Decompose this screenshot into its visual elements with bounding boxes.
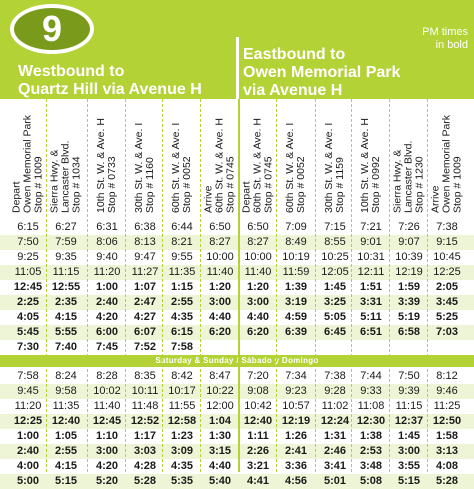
time-cell: 11:40 — [93, 400, 121, 412]
column-separator — [162, 99, 163, 472]
time-cell: 10:57 — [282, 400, 310, 412]
column-header-7: Depart 60th St. W. & Ave. H Stop # 0745 — [240, 118, 275, 213]
time-cell: 7:52 — [133, 341, 157, 353]
table-row — [0, 295, 474, 310]
column-header-2: Sierra Hwy. & Lancaster Blvd. Stop # 1034 — [48, 140, 83, 213]
time-cell: 9:45 — [17, 385, 39, 397]
time-cell: 6:27 — [55, 221, 77, 233]
time-cell: 3:41 — [323, 460, 347, 472]
time-cell: 8:27 — [247, 236, 269, 248]
time-cell — [278, 340, 314, 355]
column-header-6: Arrive 60th St. W. & Ave. H Stop # 0745 — [202, 118, 237, 213]
time-cell: 4:05 — [16, 311, 40, 323]
time-cell: 12:19 — [281, 415, 311, 427]
time-cell: 8:28 — [96, 370, 118, 382]
time-cell: 8:12 — [436, 370, 458, 382]
column-separator — [389, 99, 390, 472]
time-cell: 10:17 — [168, 385, 196, 397]
table-row — [0, 325, 474, 340]
time-cell: 12:30 — [356, 415, 386, 427]
column-separator — [200, 99, 201, 472]
time-cell: 1:59 — [397, 281, 421, 293]
time-cell: 4:40 — [208, 460, 232, 472]
time-cell: 4:40 — [246, 311, 270, 323]
time-cell: 6:44 — [171, 221, 193, 233]
time-cell: 1:20 — [246, 281, 270, 293]
time-cell: 3:36 — [284, 460, 308, 472]
time-cell: 5:08 — [359, 475, 383, 487]
time-cell — [391, 340, 427, 355]
time-cell: 2:40 — [95, 296, 119, 308]
time-cell: 7:59 — [55, 236, 77, 248]
time-cell — [240, 340, 276, 355]
time-cell: 1:17 — [133, 430, 157, 442]
time-cell: 7:38 — [324, 370, 346, 382]
column-separator — [276, 99, 277, 472]
column-header-5: 60th St. W. & Ave. I Stop # 0052 — [170, 122, 193, 213]
time-cell: 2:53 — [359, 445, 383, 457]
table-row — [0, 429, 474, 444]
time-cell: 1:45 — [397, 430, 421, 442]
time-cell: 9:15 — [436, 236, 458, 248]
time-cell: 9:01 — [360, 236, 382, 248]
time-cell: 7:38 — [436, 221, 458, 233]
time-cell: 7:03 — [435, 326, 459, 338]
time-cell: 2:55 — [170, 296, 194, 308]
time-cell: 1:05 — [54, 430, 78, 442]
time-cell: 10:00 — [244, 251, 272, 263]
time-cell: 11:40 — [244, 266, 272, 278]
time-cell: 9:28 — [324, 385, 346, 397]
time-cell: 12:00 — [206, 400, 234, 412]
time-cell: 3:15 — [208, 445, 232, 457]
time-cell: 4:00 — [16, 460, 40, 472]
time-cell: 10:42 — [244, 400, 272, 412]
time-cell: 2:35 — [54, 296, 78, 308]
time-cell: 8:27 — [209, 236, 231, 248]
time-cell — [317, 340, 353, 355]
pm-times-note: PM times in bold — [422, 26, 468, 51]
route-number: 9 — [41, 8, 63, 49]
time-cell: 12:37 — [394, 415, 424, 427]
column-header-4: 30th St. W. & Ave. I Stop # 1160 — [133, 122, 156, 213]
column-separator — [427, 99, 428, 472]
weekend-section-label: Saturday & Sunday / Sábado y Domingo — [0, 355, 474, 367]
time-cell: 5:00 — [16, 475, 40, 487]
table-row — [0, 459, 474, 474]
time-cell: 8:21 — [171, 236, 193, 248]
time-cell: 12:25 — [433, 266, 461, 278]
time-cell: 9:23 — [285, 385, 307, 397]
time-cell: 4:40 — [208, 311, 232, 323]
time-cell: 5:11 — [360, 311, 382, 323]
time-cell: 4:15 — [54, 311, 78, 323]
time-cell: 1:00 — [16, 430, 40, 442]
column-header-12: Arrive Owen Memorial Park Stop # 1009 — [429, 114, 464, 213]
time-cell: 2:25 — [16, 296, 40, 308]
time-cell: 8:13 — [134, 236, 156, 248]
time-cell: 3:39 — [397, 296, 421, 308]
time-cell: 4:41 — [246, 475, 270, 487]
table-row — [0, 474, 474, 489]
time-cell: 6:20 — [246, 326, 270, 338]
time-cell: 6:15 — [170, 326, 194, 338]
time-cell: 9:35 — [55, 251, 77, 263]
time-cell: 7:26 — [398, 221, 420, 233]
time-cell: 12:19 — [395, 266, 423, 278]
time-cell: 5:15 — [54, 475, 78, 487]
time-cell: 6:07 — [133, 326, 157, 338]
time-cell: 3:48 — [359, 460, 383, 472]
time-cell: 7:15 — [324, 221, 346, 233]
time-cell: 6:00 — [95, 326, 119, 338]
time-cell: 12:40 — [51, 415, 81, 427]
time-cell: 5:40 — [208, 475, 232, 487]
time-cell: 2:26 — [246, 445, 270, 457]
time-cell: 10:25 — [321, 251, 349, 263]
time-cell: 1:38 — [359, 430, 383, 442]
time-cell: 3:00 — [208, 296, 232, 308]
time-cell: 11:35 — [168, 266, 196, 278]
table-row — [0, 384, 474, 399]
table-row — [0, 265, 474, 280]
time-cell: 9:25 — [17, 251, 39, 263]
time-cell: 3:00 — [397, 445, 421, 457]
time-cell: 5:25 — [435, 311, 459, 323]
column-separator — [351, 99, 352, 472]
time-cell: 4:56 — [284, 475, 308, 487]
time-cell: 7:20 — [247, 370, 269, 382]
time-cell: 10:11 — [131, 385, 159, 397]
time-cell: 7:34 — [285, 370, 307, 382]
time-cell: 6:50 — [247, 221, 269, 233]
table-row — [0, 280, 474, 295]
time-cell: 8:06 — [96, 236, 118, 248]
time-cell: 11:40 — [206, 266, 234, 278]
time-cell: 6:15 — [17, 221, 39, 233]
time-cell: 9:46 — [436, 385, 458, 397]
time-cell: 11:20 — [93, 266, 121, 278]
time-cell: 7:58 — [17, 370, 39, 382]
time-cell: 4:59 — [284, 311, 308, 323]
time-cell: 8:24 — [55, 370, 77, 382]
time-cell: 5:45 — [16, 326, 40, 338]
table-row — [0, 369, 474, 384]
time-cell: 6:20 — [208, 326, 232, 338]
time-cell: 3:55 — [397, 460, 421, 472]
time-cell: 10:19 — [282, 251, 310, 263]
time-cell: 1:31 — [323, 430, 347, 442]
time-cell: 12:11 — [357, 266, 385, 278]
direction-separator — [238, 99, 240, 472]
time-cell: 3:25 — [323, 296, 347, 308]
time-cell: 2:55 — [54, 445, 78, 457]
time-cell: 10:31 — [357, 251, 385, 263]
time-cell: 1:20 — [208, 281, 232, 293]
table-row — [0, 340, 474, 355]
weekday-timetable — [0, 220, 474, 355]
route-number-badge — [10, 4, 94, 54]
time-cell: 7:21 — [360, 221, 382, 233]
time-cell: 10:45 — [433, 251, 461, 263]
time-cell: 8:49 — [285, 236, 307, 248]
time-cell: 1:45 — [323, 281, 347, 293]
time-cell: 3:45 — [435, 296, 459, 308]
time-cell: 10:22 — [206, 385, 234, 397]
time-cell: 4:27 — [133, 311, 157, 323]
time-cell: 3:31 — [359, 296, 383, 308]
time-cell: 8:42 — [171, 370, 193, 382]
time-cell: 3:21 — [246, 460, 270, 472]
time-cell: 9:33 — [360, 385, 382, 397]
time-cell — [429, 340, 465, 355]
time-cell: 3:00 — [246, 296, 270, 308]
column-separator — [315, 99, 316, 472]
time-cell: 9:40 — [96, 251, 118, 263]
time-cell — [202, 340, 238, 355]
time-cell: 7:09 — [285, 221, 307, 233]
time-cell: 12:52 — [130, 415, 160, 427]
time-cell: 11:05 — [14, 266, 42, 278]
time-cell: 5:05 — [323, 311, 347, 323]
table-row — [0, 235, 474, 250]
time-cell: 3:09 — [170, 445, 194, 457]
time-cell: 5:01 — [323, 475, 347, 487]
time-cell: 3:03 — [133, 445, 157, 457]
time-cell: 1:10 — [95, 430, 119, 442]
time-cell: 12:45 — [13, 281, 43, 293]
time-cell: 2:41 — [284, 445, 308, 457]
time-cell: 4:28 — [133, 460, 157, 472]
time-cell: 1:51 — [359, 281, 383, 293]
time-cell: 11:48 — [131, 400, 159, 412]
time-cell: 7:40 — [54, 341, 78, 353]
time-cell: 11:08 — [357, 400, 385, 412]
time-cell: 7:50 — [398, 370, 420, 382]
time-cell: 4:08 — [435, 460, 459, 472]
time-cell: 3:00 — [95, 445, 119, 457]
time-cell: 12:58 — [167, 415, 197, 427]
time-cell: 4:20 — [95, 311, 119, 323]
time-cell: 2:40 — [16, 445, 40, 457]
table-row — [0, 310, 474, 325]
time-cell: 1:23 — [170, 430, 194, 442]
time-cell: 1:58 — [435, 430, 459, 442]
time-cell: 1:11 — [247, 430, 269, 442]
column-header-8: 60th St. W. & Ave. I Stop # 0052 — [284, 122, 307, 213]
column-separator — [125, 99, 126, 472]
column-header-11: Sierra Hwy. & Lancaster Blvd. Stop # 1230 — [391, 140, 426, 213]
time-cell: 9:58 — [55, 385, 77, 397]
time-cell: 1:07 — [133, 281, 157, 293]
time-cell: 4:35 — [170, 460, 194, 472]
table-row — [0, 444, 474, 459]
time-cell: 7:45 — [95, 341, 119, 353]
column-separator — [46, 99, 47, 472]
time-cell: 5:28 — [435, 475, 459, 487]
time-cell: 2:05 — [435, 281, 459, 293]
time-cell: 6:50 — [209, 221, 231, 233]
time-cell: 1:39 — [284, 281, 308, 293]
time-cell: 1:26 — [284, 430, 308, 442]
time-cell: 5:28 — [133, 475, 157, 487]
time-cell: 8:47 — [209, 370, 231, 382]
time-cell: 6:38 — [134, 221, 156, 233]
time-cell: 2:47 — [133, 296, 157, 308]
time-cell: 5:55 — [54, 326, 78, 338]
time-cell: 9:55 — [171, 251, 193, 263]
time-cell: 11:27 — [131, 266, 159, 278]
table-row — [0, 399, 474, 414]
time-cell: 12:25 — [13, 415, 43, 427]
column-separator — [87, 99, 88, 472]
time-cell: 6:58 — [397, 326, 421, 338]
time-cell: 1:04 — [208, 415, 232, 427]
time-cell: 5:20 — [95, 475, 119, 487]
time-cell: 5:35 — [170, 475, 194, 487]
column-header-9: 30th St. W. & Ave. I Stop # 1159 — [323, 122, 346, 213]
time-cell: 12:05 — [321, 266, 349, 278]
time-cell: 3:13 — [435, 445, 459, 457]
time-cell: 1:00 — [95, 281, 119, 293]
time-cell: 3:19 — [284, 296, 308, 308]
time-cell: 11:25 — [433, 400, 461, 412]
time-cell: 5:15 — [397, 475, 421, 487]
time-cell: 9:47 — [134, 251, 156, 263]
time-cell: 5:19 — [397, 311, 421, 323]
time-cell: 7:50 — [17, 236, 39, 248]
time-cell: 11:15 — [52, 266, 80, 278]
time-cell: 2:46 — [323, 445, 347, 457]
column-header-1: Depart Owen Memorial Park Stop # 1009 — [10, 114, 45, 213]
time-cell: 12:24 — [320, 415, 350, 427]
time-cell: 7:58 — [170, 341, 194, 353]
column-header-3: 10th St. W. & Ave. H Stop # 0733 — [95, 118, 118, 213]
schedule-header — [0, 0, 474, 99]
time-cell: 9:08 — [247, 385, 269, 397]
time-cell: 6:39 — [284, 326, 308, 338]
stop-column-headers — [0, 99, 474, 217]
time-cell — [353, 340, 389, 355]
time-cell: 12:45 — [92, 415, 122, 427]
time-cell: 11:35 — [52, 400, 80, 412]
time-cell: 10:02 — [93, 385, 121, 397]
time-cell: 1:15 — [170, 281, 194, 293]
time-cell: 8:55 — [324, 236, 346, 248]
time-cell: 12:50 — [432, 415, 462, 427]
time-cell: 9:39 — [398, 385, 420, 397]
time-cell: 10:39 — [395, 251, 423, 263]
time-cell: 9:07 — [398, 236, 420, 248]
time-cell: 6:51 — [359, 326, 383, 338]
table-row — [0, 250, 474, 265]
time-cell: 10:00 — [206, 251, 234, 263]
time-cell: 11:20 — [14, 400, 42, 412]
weekend-timetable — [0, 369, 474, 489]
column-header-10: 10th St. W. & Ave. H Stop # 0992 — [359, 118, 382, 213]
time-cell: 6:31 — [96, 221, 118, 233]
time-cell: 7:30 — [16, 341, 40, 353]
time-cell: 12:55 — [51, 281, 81, 293]
time-cell: 4:35 — [170, 311, 194, 323]
time-cell: 4:20 — [95, 460, 119, 472]
time-cell: 1:30 — [208, 430, 232, 442]
time-cell: 12:40 — [243, 415, 273, 427]
time-cell: 11:02 — [321, 400, 349, 412]
westbound-title: Westbound to Quartz Hill via Avenue H — [18, 63, 202, 98]
time-cell: 6:45 — [323, 326, 347, 338]
time-cell: 11:55 — [168, 400, 196, 412]
direction-divider — [236, 37, 239, 99]
time-cell: 8:35 — [134, 370, 156, 382]
time-cell: 4:15 — [54, 460, 78, 472]
time-cell: 7:44 — [360, 370, 382, 382]
eastbound-title: Eastbound to Owen Memorial Park via Avenue H — [243, 46, 401, 99]
table-row — [0, 220, 474, 235]
table-row — [0, 414, 474, 429]
time-cell: 11:59 — [282, 266, 310, 278]
time-cell: 11:15 — [395, 400, 423, 412]
